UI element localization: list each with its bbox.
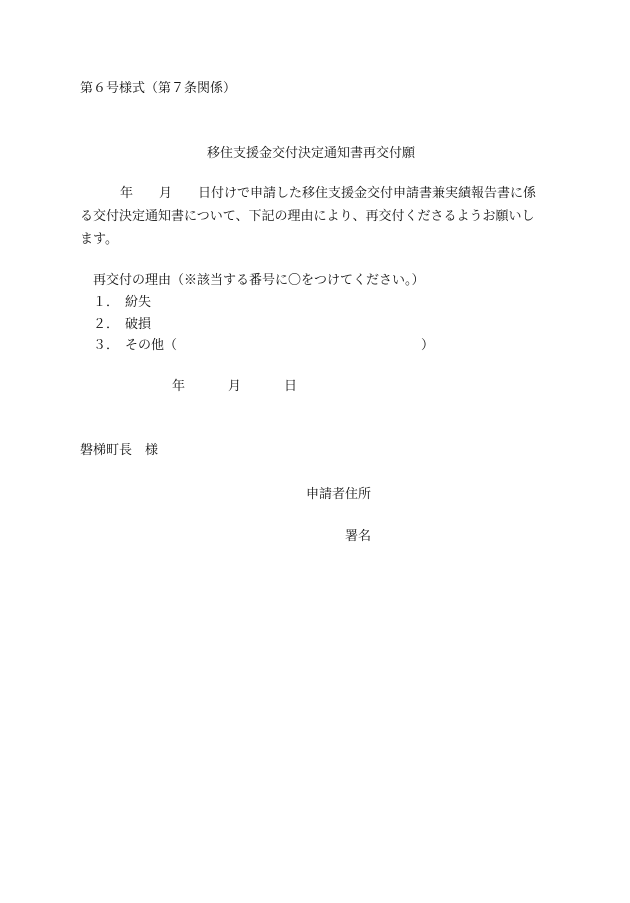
date-day: 日 [284, 379, 298, 394]
date-month: 月 [228, 379, 242, 394]
reason-heading: 再交付の理由（※該当する番号に〇をつけてください。） [93, 273, 425, 288]
reason-label: 紛失 [125, 295, 152, 310]
signature-label: 署名 [345, 529, 372, 544]
body-line-2: る交付決定通知書について、下記の理由により、再交付くださるようお願いし [80, 209, 535, 224]
form-number: 第６号様式（第７条関係） [80, 81, 237, 96]
reason-item-damaged [93, 318, 151, 331]
date-line [172, 380, 297, 393]
applicant-address-label: 申請者住所 [306, 487, 372, 502]
date-year: 年 [172, 379, 186, 394]
other-close-paren: ） [421, 338, 435, 353]
reason-label: 破損 [125, 317, 152, 332]
body-month: 月 [159, 186, 173, 201]
reason-label: その他（ [125, 338, 178, 353]
body-line-1-rest: 日付けで申請した移住支援金交付申請書兼実績報告書に係 [198, 186, 537, 201]
addressee-name: 磐梯町長 [80, 443, 133, 458]
document-title: 移住支援金交付決定通知書再交付願 [207, 146, 416, 161]
reason-number: １． [93, 295, 120, 310]
body-line-3: ます。 [80, 232, 118, 247]
body-line-1 [80, 187, 536, 200]
reason-number: ３． [93, 338, 120, 353]
reason-item-lost [93, 296, 151, 309]
body-year: 年 [120, 186, 134, 201]
addressee-honorific: 様 [145, 443, 159, 458]
addressee [80, 444, 158, 457]
reason-number: ２． [93, 317, 120, 332]
reason-item-other [93, 339, 434, 352]
